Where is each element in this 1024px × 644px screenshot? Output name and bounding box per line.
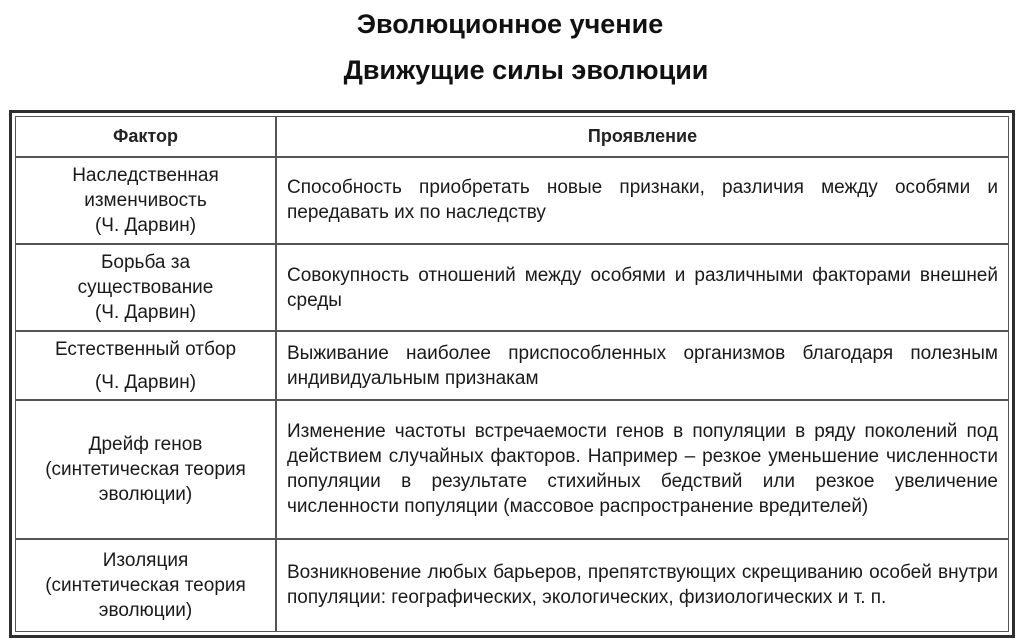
factor-line: эволюции) [98, 483, 193, 505]
factor-line: Борьба за [100, 252, 191, 274]
factor-cell [15, 157, 276, 244]
table-row [15, 539, 1009, 632]
factor-cell [15, 244, 276, 331]
table-row [15, 157, 1009, 244]
manifestation-cell: Способность приобретать новые признаки, различия между особями и передавать их по наследству [276, 157, 1009, 244]
manifestation-cell: Изменение частоты встречаемости генов в популяции в ряду поколений под действием случайных факторов. Например – резкое уменьшение численности популяции в результате стихийных бедствий или резкое увеличение численности популяции (массовое распространение вредителей) [276, 400, 1009, 538]
factor-line: (Ч. Дарвин) [94, 302, 197, 324]
factor-line: Дрейф генов [88, 433, 203, 455]
factor-line: существование [77, 277, 214, 299]
manifestation-cell: Возникновение любых барьеров, препятствующих скрещиванию особей внутри популяции: географических, экологических, физиологических и т. п. [276, 539, 1009, 632]
factor-cell [15, 331, 276, 400]
header-factor: Фактор [15, 116, 276, 157]
header-manifestation: Проявление [276, 116, 1009, 157]
evolution-forces-table [15, 116, 1009, 632]
manifestation-cell: Совокупность отношений между особями и различными факторами внешней среды [276, 244, 1009, 331]
table-frame [9, 110, 1015, 638]
factor-cell [15, 539, 276, 632]
factor-line: (Ч. Дарвин) [94, 371, 197, 393]
factor-line: (синтетическая теория [45, 458, 246, 480]
table-row [15, 400, 1009, 538]
factor-line: изменчивость [84, 189, 207, 211]
factor-line: эволюции) [98, 599, 193, 621]
table-row [15, 331, 1009, 400]
factor-line: (синтетическая теория [45, 574, 246, 596]
factor-line: Наследственная [72, 164, 219, 186]
table-row [15, 244, 1009, 331]
factor-line: Естественный отбор [54, 338, 237, 360]
page-subtitle: Движущие силы эволюции [343, 55, 709, 85]
page-title: Эволюционное учение [356, 9, 664, 39]
table-header-row [15, 116, 1009, 157]
factor-cell [15, 400, 276, 538]
manifestation-cell: Выживание наиболее приспособленных организмов благодаря полезным индивидуальным признакам [276, 331, 1009, 400]
factor-line: (Ч. Дарвин) [94, 214, 197, 236]
factor-line: Изоляция [102, 549, 189, 571]
